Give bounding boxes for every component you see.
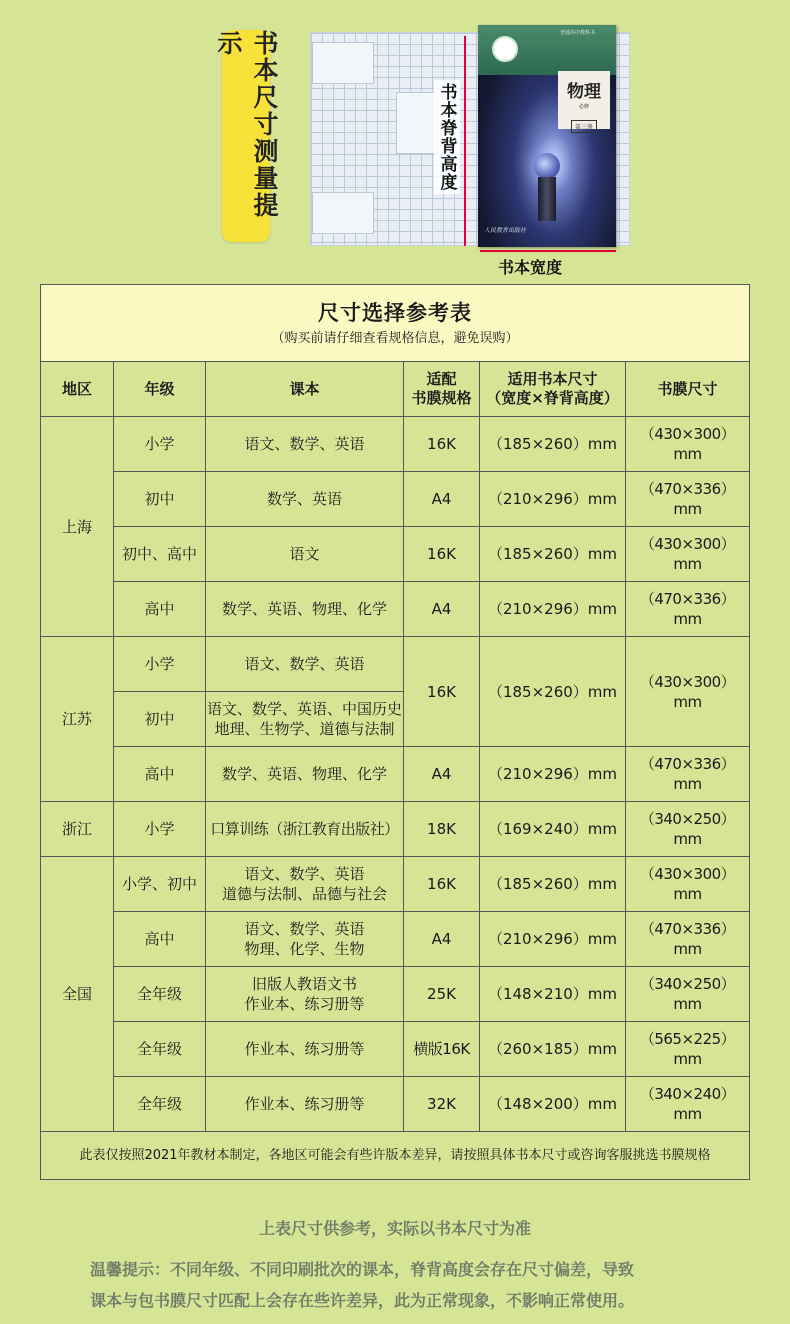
grade-cell: 小学	[114, 637, 206, 692]
header-film-spec-line2: 书膜规格	[411, 389, 472, 407]
film-size-cell: （340×240）mm	[626, 1077, 750, 1132]
textbook-cell: 口算训练（浙江教育出版社）	[206, 802, 404, 857]
film-size-cell: （430×300）mm	[626, 527, 750, 582]
spec-cell: 16K	[404, 857, 480, 912]
header-film-spec-line1: 适配	[426, 370, 457, 388]
measurement-hint-text: 书本尺寸测量提示	[214, 30, 279, 219]
textbook-cell: 语文、数学、英语	[206, 637, 404, 692]
spec-cell: 16K	[404, 637, 480, 747]
spec-cell: 16K	[404, 527, 480, 582]
book-size-cell: （260×185）mm	[480, 1022, 626, 1077]
book-size-cell: （148×200）mm	[480, 1077, 626, 1132]
book-size-cell: （210×296）mm	[480, 747, 626, 802]
spec-cell: A4	[404, 472, 480, 527]
film-size-cell: （340×250）mm	[626, 967, 750, 1022]
grade-cell: 全年级	[114, 1077, 206, 1132]
textbook-line: 语文、数学、英语	[244, 865, 365, 883]
table-title: 尺寸选择参考表	[318, 300, 473, 325]
table-row	[41, 582, 750, 637]
publisher-emblem-icon	[492, 36, 518, 62]
textbook-cell: 数学、英语、物理、化学	[206, 747, 404, 802]
textbook-image	[478, 25, 616, 247]
spec-cell: 25K	[404, 967, 480, 1022]
textbook-cell	[206, 857, 404, 912]
table-title-cell	[41, 285, 750, 362]
spine-height-marker	[464, 36, 466, 246]
book-size-cell: （185×260）mm	[480, 417, 626, 472]
textbook-cell: 数学、英语、物理、化学	[206, 582, 404, 637]
textbook-line: 旧版人教语文书	[251, 975, 357, 993]
table-row	[41, 857, 750, 912]
table-row	[41, 472, 750, 527]
grade-cell: 高中	[114, 582, 206, 637]
book-subtitle: 必修	[578, 104, 589, 110]
header-region: 地区	[41, 362, 114, 417]
region-cell: 江苏	[41, 637, 114, 802]
table-row	[41, 527, 750, 582]
table-row	[41, 637, 750, 692]
spec-cell: A4	[404, 582, 480, 637]
book-width-marker	[480, 250, 616, 252]
grade-cell: 小学	[114, 417, 206, 472]
header-film-size: 书膜尺寸	[626, 362, 750, 417]
table-row	[41, 912, 750, 967]
spec-cell: 16K	[404, 417, 480, 472]
size-reference-table	[40, 284, 749, 1180]
book-size-cell: （210×296）mm	[480, 472, 626, 527]
book-measurement-illustration	[310, 22, 628, 254]
header-book-size-line2: （宽度×脊背高度）	[486, 389, 619, 407]
film-size-cell: （430×300）mm	[626, 637, 750, 747]
grade-cell: 高中	[114, 747, 206, 802]
textbook-line: 地理、生物学、道德与法制	[214, 720, 395, 738]
table-row	[41, 802, 750, 857]
header-grade: 年级	[114, 362, 206, 417]
warm-tip-line1: 温馨提示：不同年级、不同印刷批次的课本，脊背高度会存在尺寸偏差，导致	[90, 1260, 635, 1279]
table-row	[41, 747, 750, 802]
grade-cell: 小学	[114, 802, 206, 857]
textbook-cell: 语文、数学、英语	[206, 417, 404, 472]
warm-tip-line2: 课本与包书膜尺寸匹配上会存在些许差异，此为正常现象，不影响正常使用。	[90, 1291, 635, 1310]
book-size-cell: （210×296）mm	[480, 582, 626, 637]
table-row	[41, 1022, 750, 1077]
grade-cell: 小学、初中	[114, 857, 206, 912]
header-book-size-line1: 适用书本尺寸	[507, 370, 598, 388]
spec-cell: 32K	[404, 1077, 480, 1132]
film-size-cell: （470×336）mm	[626, 582, 750, 637]
film-size-cell: （565×225）mm	[626, 1022, 750, 1077]
book-title: 物理	[567, 82, 601, 102]
table-row	[41, 1077, 750, 1132]
textbook-cell: 作业本、练习册等	[206, 1022, 404, 1077]
film-size-cell: （340×250）mm	[626, 802, 750, 857]
header-film-spec	[404, 362, 480, 417]
table-subtitle: （购买前请仔细查看规格信息，避免误购）	[271, 330, 519, 346]
table-row	[41, 417, 750, 472]
textbook-cell: 语文	[206, 527, 404, 582]
book-volume: 第三册	[571, 120, 597, 133]
film-size-cell: （430×300）mm	[626, 857, 750, 912]
spec-cell: 18K	[404, 802, 480, 857]
grade-cell: 高中	[114, 912, 206, 967]
spec-cell: A4	[404, 912, 480, 967]
plasma-globe-icon	[534, 153, 560, 179]
film-size-cell: （470×336）mm	[626, 912, 750, 967]
header-book-size	[480, 362, 626, 417]
book-size-cell: （210×296）mm	[480, 912, 626, 967]
warm-tip	[90, 1254, 634, 1316]
grade-cell: 全年级	[114, 967, 206, 1022]
book-top-label: 普通高中教科书	[560, 30, 596, 36]
grade-cell: 初中	[114, 472, 206, 527]
plasma-globe-stand	[538, 177, 556, 221]
table-footnote: 此表仅按照2021年教材本制定，各地区可能会有些许版本差异，请按照具体书本尺寸或咨询客服挑选书膜规格	[41, 1132, 750, 1180]
grade-cell: 初中	[114, 692, 206, 747]
textbook-cell	[206, 967, 404, 1022]
region-cell: 浙江	[41, 802, 114, 857]
spec-cell: A4	[404, 747, 480, 802]
film-size-cell: （470×336）mm	[626, 747, 750, 802]
reference-note: 上表尺寸供参考，实际以书本尺寸为准	[258, 1219, 531, 1238]
grade-cell: 初中、高中	[114, 527, 206, 582]
measurement-hint-badge	[214, 30, 279, 242]
textbook-cell: 作业本、练习册等	[206, 1077, 404, 1132]
film-size-cell: （430×300）mm	[626, 417, 750, 472]
textbook-line: 作业本、练习册等	[244, 995, 365, 1013]
film-size-cell: （470×336）mm	[626, 472, 750, 527]
film-flap	[396, 92, 438, 154]
book-size-cell: （148×210）mm	[480, 967, 626, 1022]
book-width-label: 书本宽度	[498, 258, 563, 277]
region-cell: 上海	[41, 417, 114, 637]
film-flap	[312, 42, 374, 84]
region-cell: 全国	[41, 857, 114, 1132]
book-size-cell: （169×240）mm	[480, 802, 626, 857]
spine-height-label: 书本脊背高度	[434, 80, 460, 194]
textbook-line: 语文、数学、英语、中国历史	[206, 700, 402, 718]
header-textbook: 课本	[206, 362, 404, 417]
textbook-cell	[206, 912, 404, 967]
textbook-cell	[206, 692, 404, 747]
book-publisher: 人民教育出版社	[484, 227, 527, 234]
table-header-row	[41, 362, 750, 417]
textbook-line: 物理、化学、生物	[244, 940, 365, 958]
book-size-cell: （185×260）mm	[480, 637, 626, 747]
table-row	[41, 967, 750, 1022]
textbook-line: 道德与法制、品德与社会	[221, 885, 387, 903]
book-size-cell: （185×260）mm	[480, 857, 626, 912]
textbook-line: 语文、数学、英语	[244, 920, 365, 938]
book-title-box	[558, 71, 610, 129]
film-flap	[312, 192, 374, 234]
textbook-cell: 数学、英语	[206, 472, 404, 527]
grade-cell: 全年级	[114, 1022, 206, 1077]
spec-cell: 横版16K	[404, 1022, 480, 1077]
book-size-cell: （185×260）mm	[480, 527, 626, 582]
